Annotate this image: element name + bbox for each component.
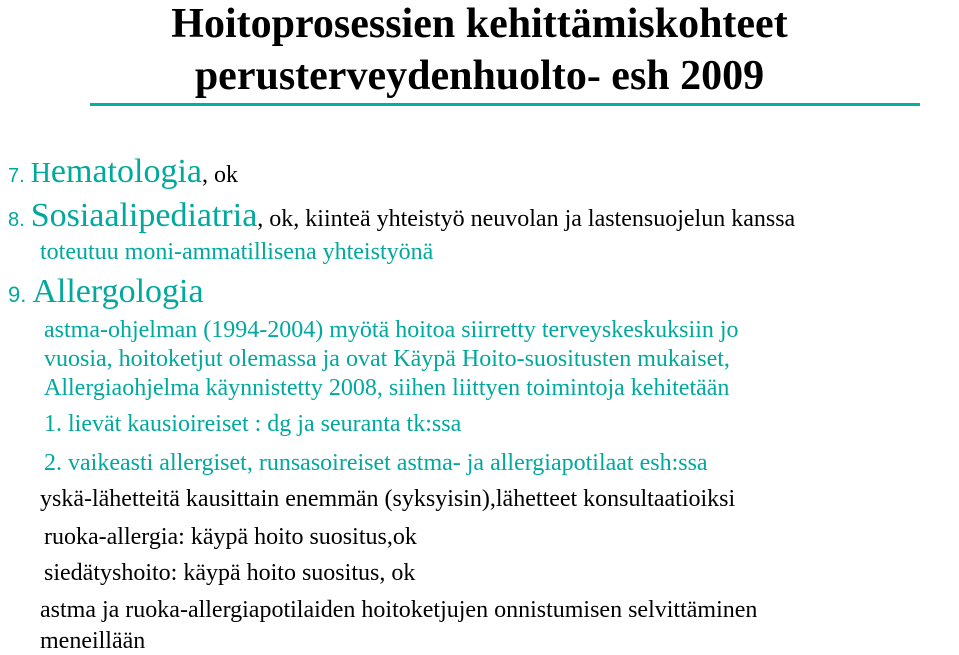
item-9-line: ruoka-allergia: käypä hoito suositus,ok (44, 524, 417, 550)
item-9-line: astma-ohjelman (1994-2004) myötä hoitoa siirretty terveyskeskuksiin jo (44, 317, 739, 343)
item-9-number: 9. (8, 282, 27, 307)
item-8 (8, 197, 796, 234)
item-9-line: meneillään (40, 628, 146, 654)
item-7 (8, 153, 238, 190)
title-divider (90, 103, 920, 106)
item-8-heading: Sosiaalipediatria (30, 197, 258, 234)
title-line-2: perusterveydenhuolto- esh 2009 (194, 53, 765, 99)
item-7-heading: ematologia (50, 153, 202, 190)
item-9-line: 2. vaikeasti allergiset, runsasoireiset astma- ja allergiapotilaat esh:ssa (44, 450, 708, 476)
item-9-line: siedätyshoito: käypä hoito suositus, ok (44, 560, 416, 586)
item-9-line: Allergiaohjelma käynnistetty 2008, siihen liittyen toimintoja kehitetään (44, 375, 730, 401)
item-8-continuation: toteutuu moni-ammatillisena yhteistyönä (40, 239, 434, 265)
item-9 (8, 273, 204, 310)
item-9-line: astma ja ruoka-allergiapotilaiden hoitoketjujen onnistumisen selvittäminen (40, 597, 758, 623)
item-7-comment: , ok (201, 162, 238, 188)
title-line-1: Hoitoprosessien kehittämiskohteet (171, 1, 788, 47)
item-7-heading-cap: H (30, 158, 51, 189)
item-9-line: 1. lievät kausioireiset : dg ja seuranta tk:ssa (44, 411, 462, 437)
item-8-number: 8. (8, 209, 25, 231)
item-7-number: 7. (8, 165, 25, 187)
item-9-line: yskä-lähetteitä kausittain enemmän (syksyisin),lähetteet konsultaatioiksi (40, 486, 736, 512)
item-8-comment: , ok, kiinteä yhteistyö neuvolan ja lastensuojelun kanssa (257, 206, 796, 232)
item-9-heading: Allergologia (32, 273, 204, 310)
item-9-line: vuosia, hoitoketjut olemassa ja ovat Käypä Hoito-suositusten mukaiset, (44, 346, 730, 372)
